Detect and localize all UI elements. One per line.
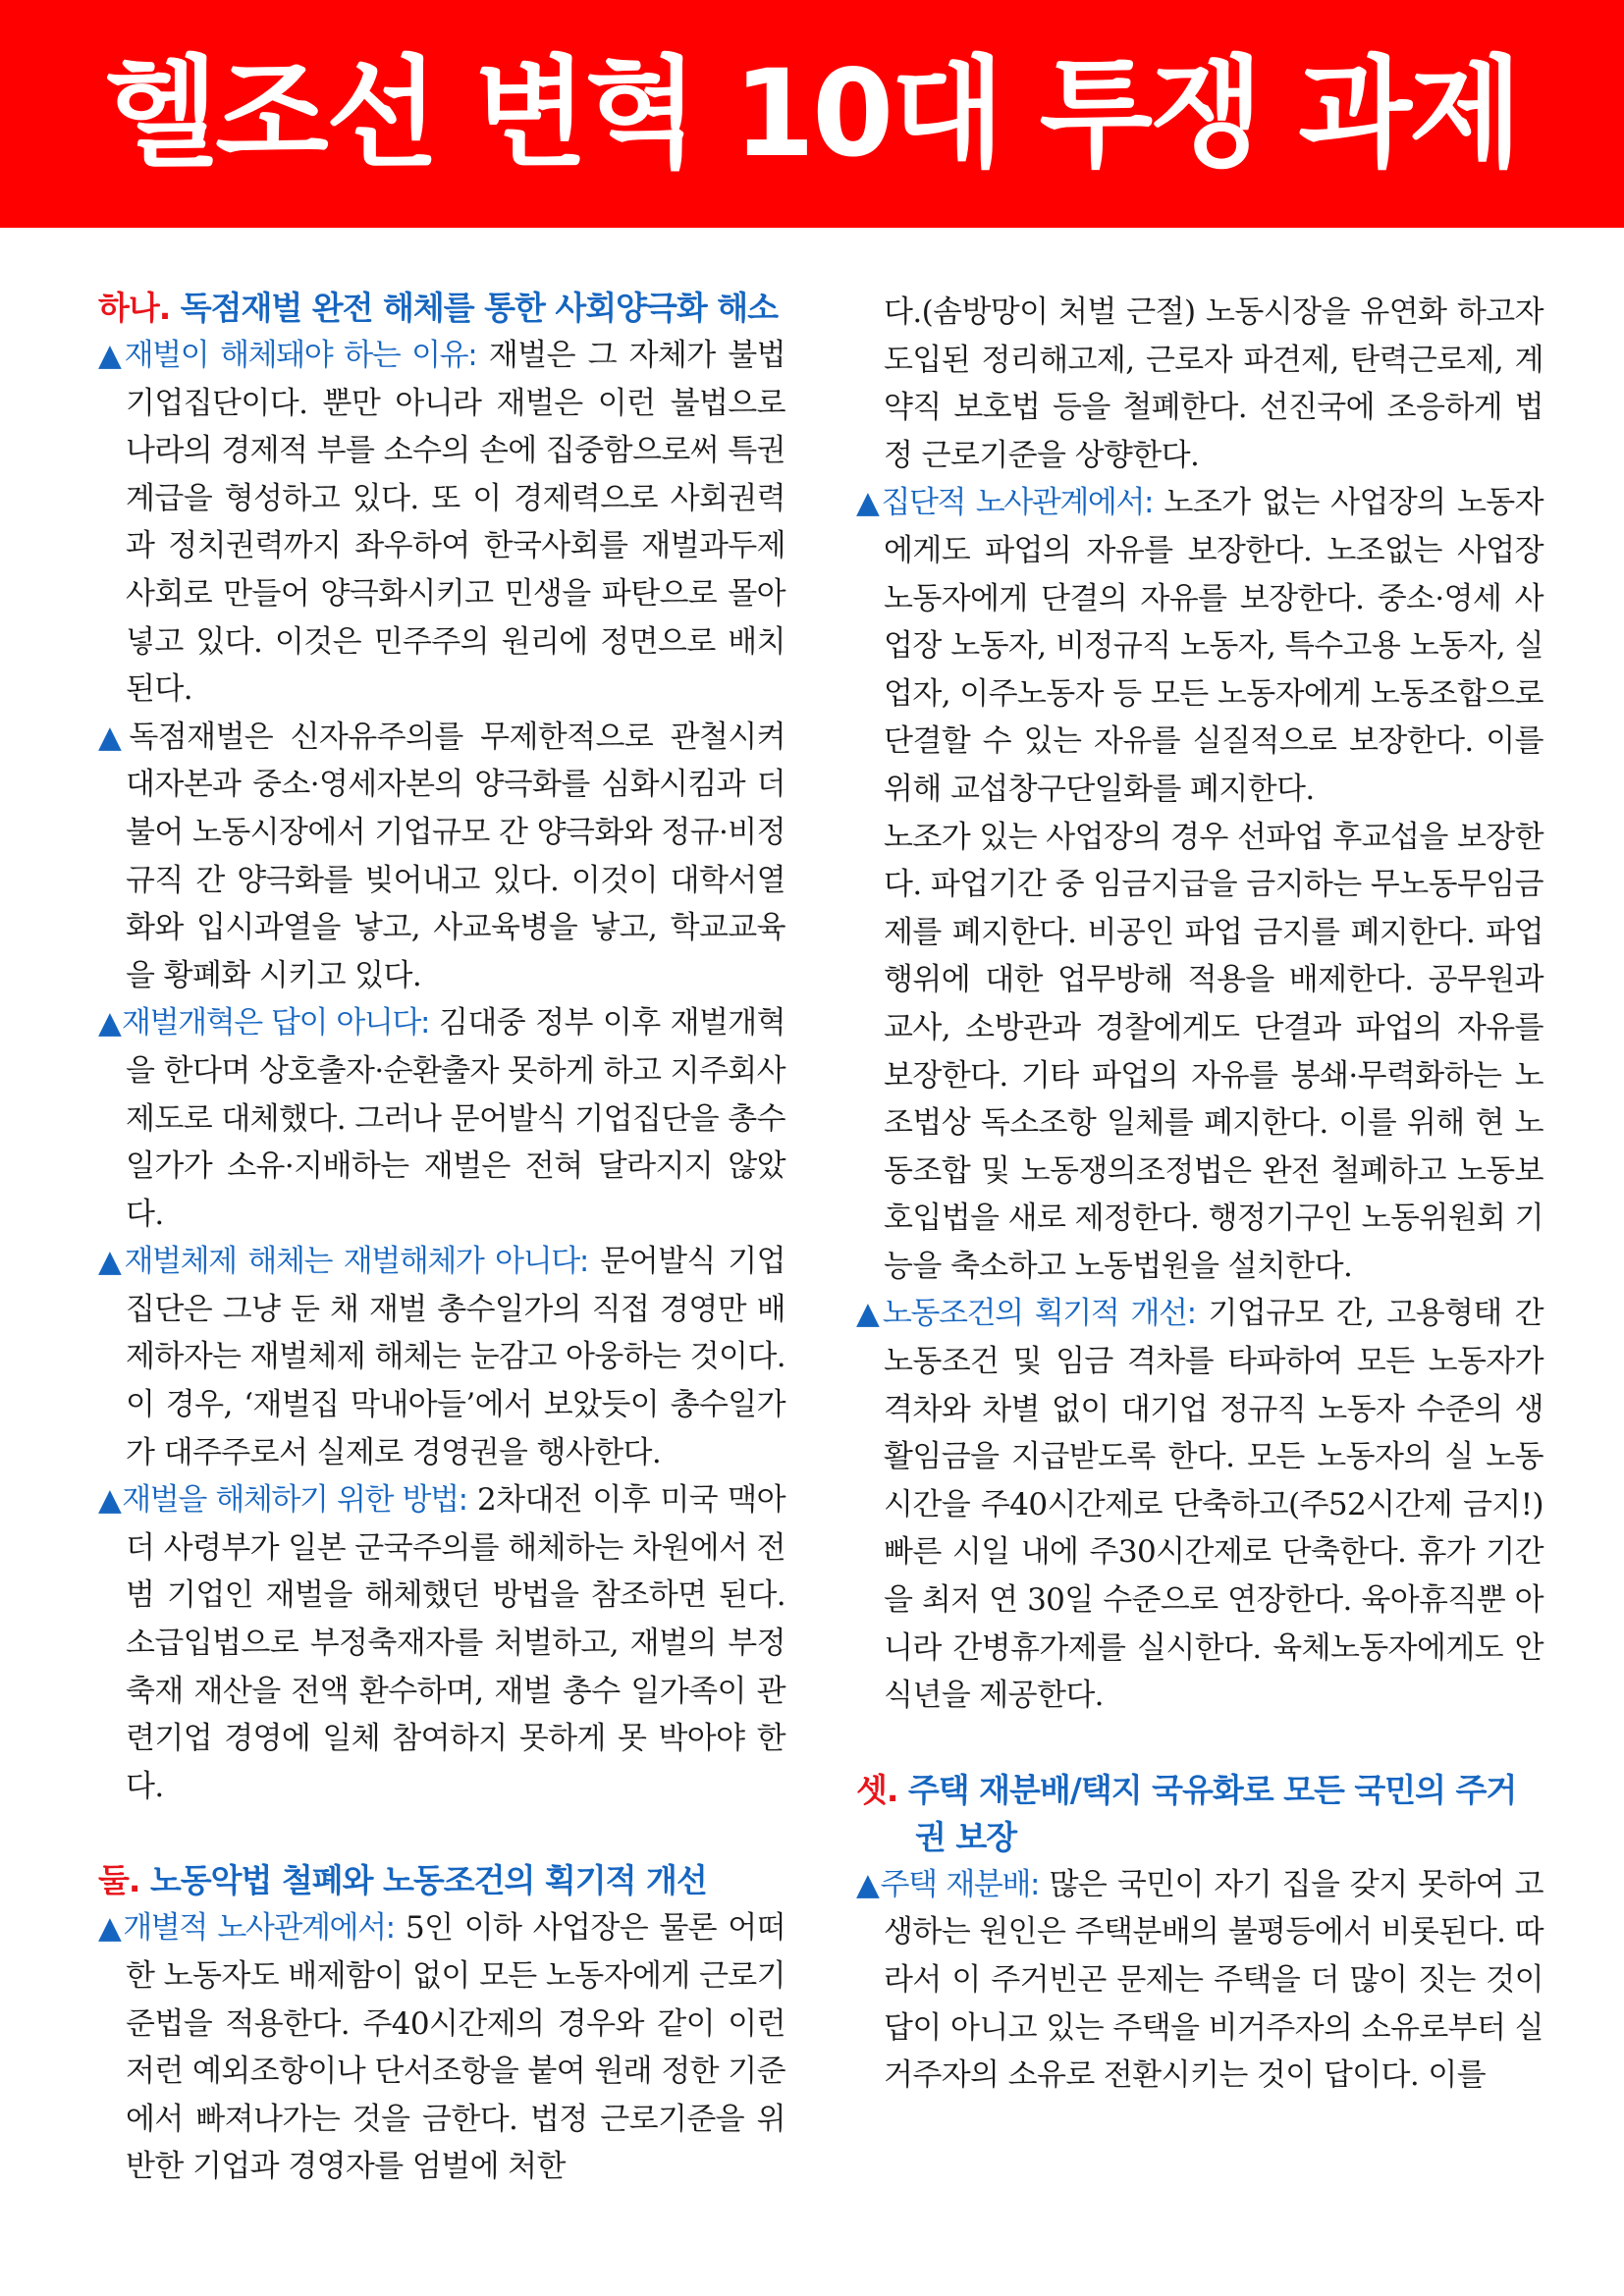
triangle-marker-icon: ▲	[98, 338, 125, 373]
section-gap	[98, 1810, 785, 1857]
triangle-marker-icon: ▲	[98, 1482, 123, 1519]
section-2-item-1-continued: 다.(솜방망이 처벌 근절) 노동시장을 유연화 하고자 도입된 정리해고제, 근로자 파견제, 탄력근로제, 계약직 보호법 등을 철폐한다. 선진국에 조응하게 법정 근로기준을 상향한다.	[884, 294, 1543, 473]
triangle-marker-icon: ▲	[98, 1910, 124, 1947]
section-1-item-2: ▲독점재벌은 신자유주의를 무제한적으로 관철시켜 대자본과 중소·영세자본의 양극화를 심화시킴과 더불어 노동시장에서 기업규모 간 양극화와 정규·비정규직 간 양극화를 빚어내고 있다. 이것이 대학서열화와 입시과열을 낳고, 사교육병을 낳고, 학교교육을 황폐화 시키고 있다.	[98, 719, 785, 993]
triangle-marker-icon: ▲	[98, 1244, 125, 1280]
section-2-item-2-paragraph: 노조가 있는 사업장의 경우 선파업 후교섭을 보장한다. 파업기간 중 임금지급을 금지하는 무노동무임금제를 폐지한다. 비공인 파업 금지를 폐지한다. 파업행위에 대한 업무방해 적용을 배제한다. 공무원과 교사, 소방관과 경찰에게도 단결과 파업의 자유를 보장한다. 기타 파업의 자유를 봉쇄·무력화하는 노조법상 독소조항 일체를 폐지한다. 이를 위해 현 노동조합 및 노동쟁의조정법은 완전 철폐하고 노동보호입법을 새로 제정한다. 행정기구인 노동위원회 기능을 축소하고 노동법원을 설치한다.	[884, 819, 1543, 1284]
section-3-number: 셋.	[856, 1770, 898, 1809]
section-2-heading: 노동악법 철폐와 노동조건의 획기적 개선	[149, 1861, 707, 1900]
section-3-title	[856, 1767, 1543, 1861]
section-2-title	[98, 1857, 785, 1904]
page-title: 헬조선 변혁 10대 투쟁 과제	[104, 44, 1520, 184]
section-1-number: 하나.	[98, 289, 171, 327]
left-column	[98, 285, 785, 2191]
section-3-item-1: ▲주택 재분배: 많은 국민이 자기 집을 갖지 못하여 고생하는 원인은 주택분배의 불평등에서 비롯된다. 따라서 이 주거빈곤 문제는 주택을 더 많이 짓는 것이 답이 아니고 있는 주택을 비거주자의 소유로부터 실거주자의 소유로 전환시키는 것이 답이다. 이를	[856, 1866, 1543, 2094]
triangle-marker-icon: ▲	[98, 1005, 123, 1041]
section-1-heading: 독점재벌 완전 해체를 통한 사회양극화 해소	[180, 289, 779, 327]
section-1-item-4: ▲재벌체제 해체는 재벌해체가 아니다: 문어발식 기업집단은 그냥 둔 채 재벌 총수일가의 직접 경영만 배제하자는 재벌체제 해체는 눈감고 아웅하는 것이다. 이 경우, ‘재벌집 막내아들’에서 보았듯이 총수일가가 대주주로서 실제로 경영권을 행사한다.	[98, 1244, 785, 1470]
section-2-item-3: ▲노동조건의 획기적 개선: 기업규모 간, 고용형태 간 노동조건 및 임금 격차를 타파하여 모든 노동자가 격차와 차별 없이 대기업 정규직 노동자 수준의 생활임금을 지급받도록 한다. 모든 노동자의 실 노동시간을 주40시간제로 단축하고(주52시간제 금지!) 빠른 시일 내에 주30시간제로 단축한다. 휴가 기간을 최저 연 30일 수준으로 연장한다. 육아휴직뿐 아니라 간병휴가제를 실시한다. 육체노동자에게도 안식년을 제공한다.	[856, 1296, 1543, 1714]
triangle-marker-icon: ▲	[856, 485, 882, 521]
section-1-item-5: ▲재벌을 해체하기 위한 방법: 2차대전 이후 미국 맥아더 사령부가 일본 군국주의를 해체하는 차원에서 전범 기업인 재벌을 해체했던 방법을 참조하면 된다. 소급입법으로 부정축재자를 처벌하고, 재벌의 부정축재 재산을 전액 환수하며, 재벌 총수 일가족이 관련기업 경영에 일체 참여하지 못하게 못 박아야 한다.	[98, 1482, 785, 1804]
right-column	[856, 289, 1543, 2100]
section-3-heading: 주택 재분배/택지 국유화로 모든 국민의 주거권 보장	[907, 1770, 1517, 1856]
triangle-marker-icon: ▲	[98, 719, 130, 755]
title-banner	[0, 0, 1624, 228]
triangle-marker-icon: ▲	[856, 1296, 883, 1332]
section-1-item-1: ▲재벌이 해체돼야 하는 이유: 재벌은 그 자체가 불법 기업집단이다. 뿐만 아니라 재벌은 이런 불법으로 나라의 경제적 부를 소수의 손에 집중함으로써 특권계급을 형성하고 있다. 또 이 경제력으로 사회권력과 정치권력까지 좌우하여 한국사회를 재벌과두제 사회로 만들어 양극화시키고 민생을 파탄으로 몰아넣고 있다. 이것은 민주주의 원리에 정면으로 배치된다.	[98, 338, 785, 708]
section-1-item-3: ▲재벌개혁은 답이 아니다: 김대중 정부 이후 재벌개혁을 한다며 상호출자·순환출자 못하게 하고 지주회사 제도로 대체했다. 그러나 문어발식 기업집단을 총수일가가 소유·지배하는 재벌은 전혀 달라지지 않았다.	[98, 1005, 785, 1232]
triangle-marker-icon: ▲	[856, 1866, 881, 1902]
section-2-item-2: ▲집단적 노사관계에서: 노조가 없는 사업장의 노동자에게도 파업의 자유를 보장한다. 노조없는 사업장 노동자에게 단결의 자유를 보장한다. 중소·영세 사업장 노동자, 비정규직 노동자, 특수고용 노동자, 실업자, 이주노동자 등 모든 노동자에게 노동조합으로 단결할 수 있는 자유를 실질적으로 보장한다. 이를 위해 교섭창구단일화를 폐지한다.	[856, 485, 1543, 807]
section-2-item-1: ▲개별적 노사관계에서: 5인 이하 사업장은 물론 어떠한 노동자도 배제함이 없이 모든 노동자에게 근로기준법을 적용한다. 주40시간제의 경우와 같이 이런저런 예외조항이나 단서조항을 붙여 원래 정한 기준에서 빠져나가는 것을 금한다. 법정 근로기준을 위반한 기업과 경영자를 엄벌에 처한	[98, 1910, 785, 2185]
section-gap	[856, 1720, 1543, 1767]
section-1-title	[98, 285, 785, 332]
section-2-number: 둘.	[98, 1861, 140, 1900]
